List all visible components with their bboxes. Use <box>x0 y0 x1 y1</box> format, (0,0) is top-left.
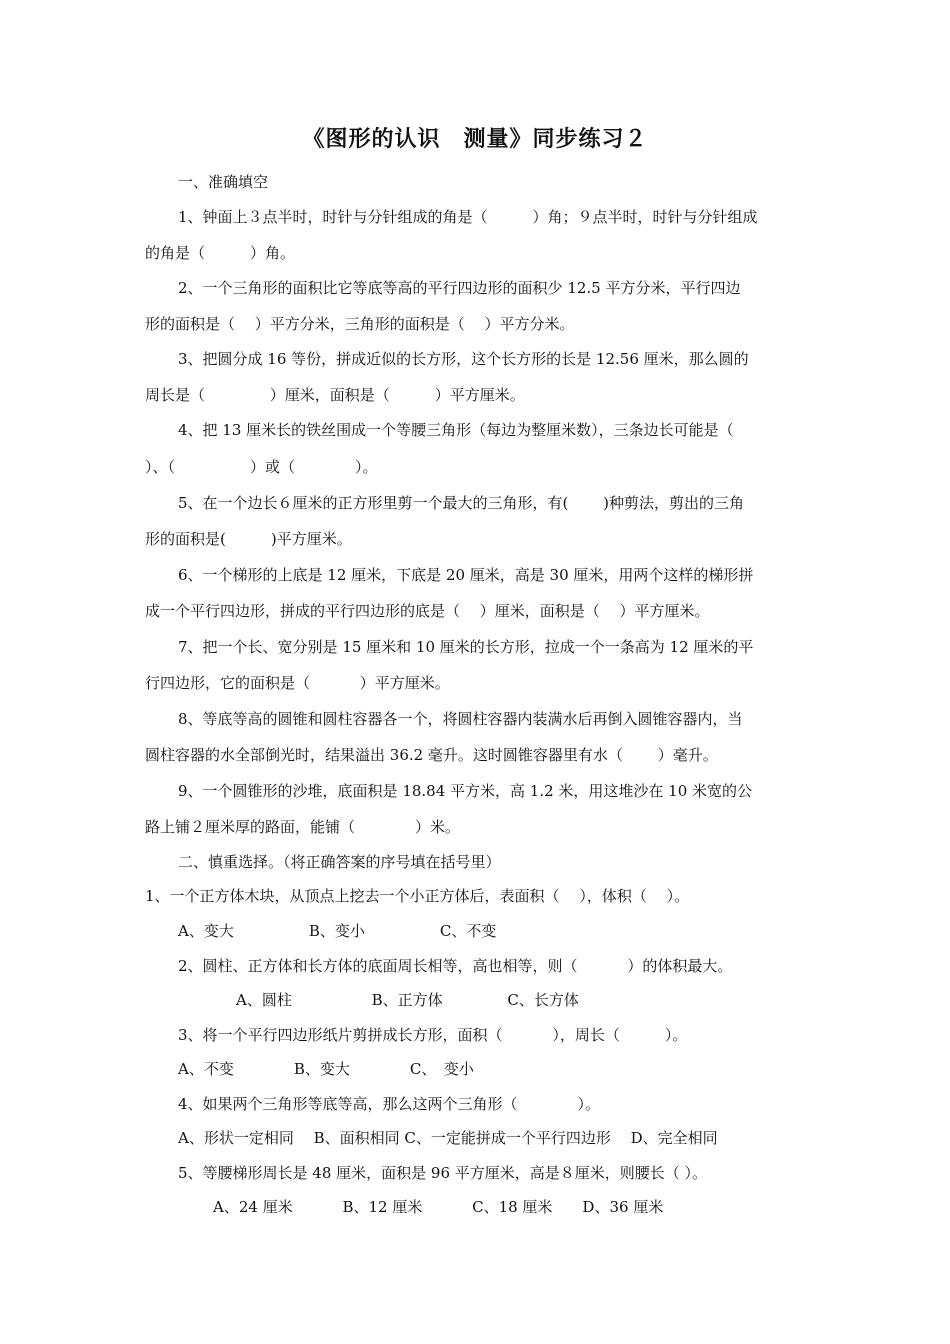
question-line: 3、把圆分成 16 等份，拼成近似的长方形，这个长方形的长是 12.56 厘米，那么圆的 <box>178 350 749 368</box>
question-line: 的角是（ ）角。 <box>145 244 296 262</box>
answer-options: A、24 厘米 B、12 厘米 C、18 厘米 D、36 厘米 <box>213 1198 664 1216</box>
question-line: 1、一个正方体木块，从顶点上挖去一个小正方体后，表面积（ ），体积（ ）。 <box>145 887 690 905</box>
question-line: 2、圆柱、正方体和长方体的底面周长相等，高也相等，则（ ）的体积最大。 <box>178 957 733 975</box>
question-line: 圆柱容器的水全部倒光时，结果溢出 36.2 毫升。这时圆锥容器里有水（ ）毫升。 <box>145 746 718 764</box>
question-line: 8、等底等高的圆锥和圆柱容器各一个，将圆柱容器内装满水后再倒入圆锥容器内，当 <box>178 710 743 728</box>
question-line: 4、把 13 厘米长的铁丝围成一个等腰三角形（每边为整厘米数），三条边长可能是（ <box>178 421 734 439</box>
question-line: 9、一个圆锥形的沙堆，底面积是 18.84 平方米，高 1.2 米，用这堆沙在 10 米宽的公 <box>178 782 753 800</box>
question-line: 5、在一个边长６厘米的正方形里剪一个最大的三角形，有( )种剪法，剪出的三角 <box>178 494 745 512</box>
question-line: 成一个平行四边形，拼成的平行四边形的底是（ ）厘米，面积是（ ）平方厘米。 <box>145 602 710 620</box>
question-line: 周长是（ ）厘米，面积是（ ）平方厘米。 <box>145 386 525 404</box>
question-line: 1、钟面上３点半时，时针与分针组成的角是（ ）角；９点半时，时针与分针组成 <box>178 208 758 226</box>
question-line: ）、（ ）或（ ）。 <box>145 458 378 476</box>
answer-options: A、圆柱 B、正方体 C、长方体 <box>236 991 579 1009</box>
answer-options: A、不变 B、变大 C、 变小 <box>178 1060 474 1078</box>
question-line: 3、将一个平行四边形纸片剪拼成长方形，面积（ ），周长（ ）。 <box>178 1026 688 1044</box>
question-line: 形的面积是（ ）平方分米，三角形的面积是（ ）平方分米。 <box>145 315 575 333</box>
question-line: 形的面积是( )平方厘米。 <box>145 530 352 548</box>
question-line: 4、如果两个三角形等底等高，那么这两个三角形（ ）。 <box>178 1095 601 1113</box>
question-line: 行四边形，它的面积是（ ）平方厘米。 <box>145 674 450 692</box>
question-line: 5、等腰梯形周长是 48 厘米，面积是 96 平方厘米，高是８厘米，则腰长（ ）。 <box>178 1164 708 1182</box>
question-line: 7、把一个长、宽分别是 15 厘米和 10 厘米的长方形，拉成一个一条高为 12 厘米的平 <box>178 638 754 656</box>
question-line: 2、一个三角形的面积比它等底等高的平行四边形的面积少 12.5 平方分米，平行四边 <box>178 279 741 297</box>
question-line: 6、一个梯形的上底是 12 厘米，下底是 20 厘米，高是 30 厘米，用两个这样的梯形拼 <box>178 566 754 584</box>
answer-options: A、形状一定相同 B、面积相同 C、一定能拼成一个平行四边形 D、完全相同 <box>178 1129 718 1147</box>
page-title: 《图形的认识 测量》同步练习２ <box>302 126 648 152</box>
section-heading: 二、慎重选择。（将正确答案的序号填在括号里） <box>178 853 501 871</box>
answer-options: A、变大 B、变小 C、不变 <box>178 922 497 940</box>
section-heading: 一、准确填空 <box>178 173 269 191</box>
question-line: 路上铺２厘米厚的路面，能铺（ ）米。 <box>145 818 461 836</box>
